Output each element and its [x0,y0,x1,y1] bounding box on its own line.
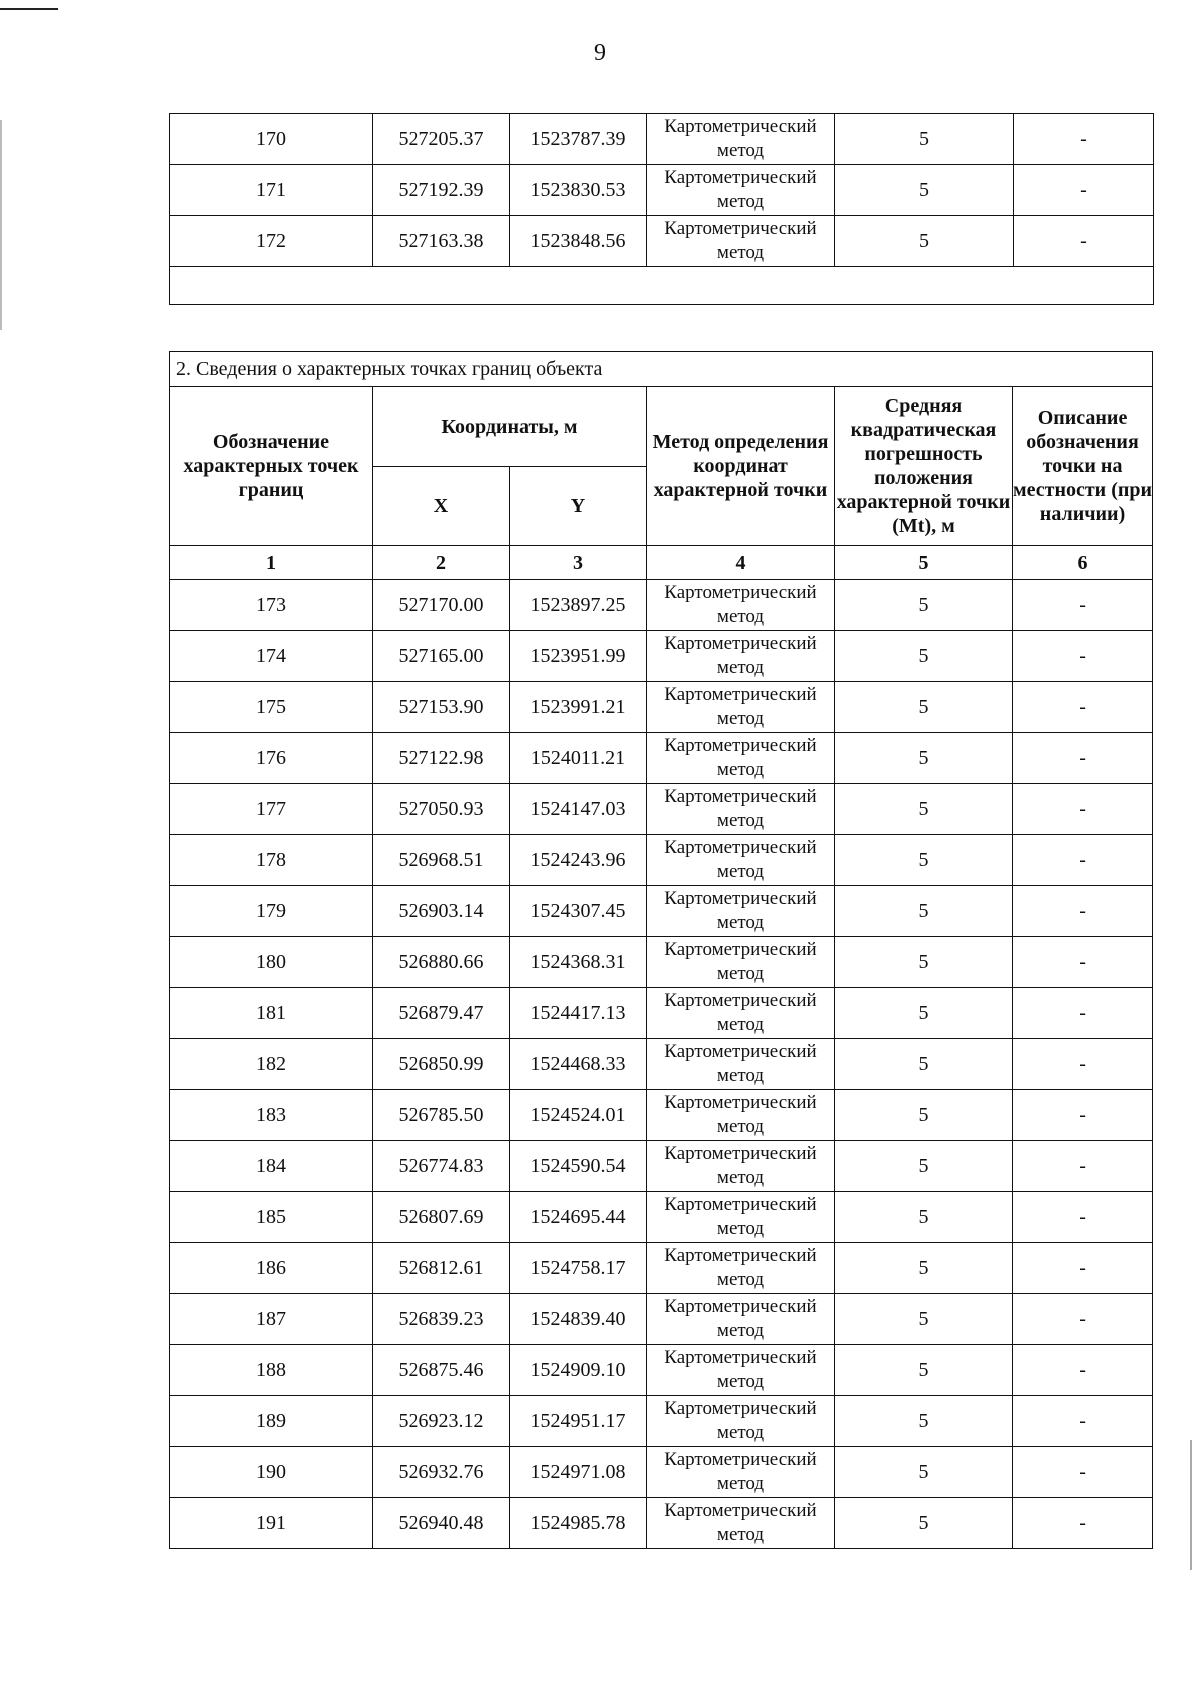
error-cell: 5 [835,1243,1013,1294]
method-cell: Картометрический метод [647,988,835,1039]
description-cell: - [1013,1243,1153,1294]
error-cell: 5 [835,1141,1013,1192]
y-coordinate-cell: 1524695.44 [510,1192,647,1243]
table-row [170,114,1154,165]
method-cell: Картометрический метод [647,631,835,682]
page-number: 9 [594,40,606,66]
header-y: Y [510,467,647,546]
boundary-points-table [169,351,1153,1549]
error-cell: 5 [835,1192,1013,1243]
x-coordinate-cell: 527163.38 [373,216,510,267]
error-cell: 5 [835,988,1013,1039]
point-cell: 170 [170,114,373,165]
error-cell: 5 [835,937,1013,988]
x-coordinate-cell: 526774.83 [373,1141,510,1192]
table-row [170,165,1154,216]
error-cell: 5 [835,1345,1013,1396]
y-coordinate-cell: 1523787.39 [510,114,647,165]
error-cell: 5 [835,114,1014,165]
x-coordinate-cell: 526807.69 [373,1192,510,1243]
method-cell: Картометрический метод [647,1192,835,1243]
description-cell: - [1013,1498,1153,1549]
description-cell: - [1013,682,1153,733]
y-coordinate-cell: 1524839.40 [510,1294,647,1345]
error-cell: 5 [835,1447,1013,1498]
error-cell: 5 [835,631,1013,682]
x-coordinate-cell: 527153.90 [373,682,510,733]
point-cell: 187 [170,1294,373,1345]
method-cell: Картометрический метод [647,937,835,988]
x-coordinate-cell: 526879.47 [373,988,510,1039]
point-cell: 175 [170,682,373,733]
error-cell: 5 [835,1039,1013,1090]
y-coordinate-cell: 1524951.17 [510,1396,647,1447]
error-cell: 5 [835,733,1013,784]
method-cell: Картометрический метод [647,114,835,165]
method-cell: Картометрический метод [647,165,835,216]
x-coordinate-cell: 526875.46 [373,1345,510,1396]
point-cell: 182 [170,1039,373,1090]
empty-cell [170,267,1154,305]
y-coordinate-cell: 1524971.08 [510,1447,647,1498]
method-cell: Картометрический метод [647,1294,835,1345]
description-cell: - [1013,835,1153,886]
method-cell: Картометрический метод [647,886,835,937]
description-cell: - [1013,886,1153,937]
x-coordinate-cell: 526968.51 [373,835,510,886]
column-number: 6 [1013,546,1153,580]
description-cell: - [1013,1039,1153,1090]
y-coordinate-cell: 1524147.03 [510,784,647,835]
x-coordinate-cell: 527170.00 [373,580,510,631]
table-row [170,631,1153,682]
table-row [170,682,1153,733]
error-cell: 5 [835,580,1013,631]
column-number: 1 [170,546,373,580]
y-coordinate-cell: 1524524.01 [510,1090,647,1141]
description-cell: - [1014,216,1154,267]
method-cell: Картометрический метод [647,1243,835,1294]
column-number: 3 [510,546,647,580]
method-cell: Картометрический метод [647,1396,835,1447]
point-cell: 188 [170,1345,373,1396]
method-cell: Картометрический метод [647,1090,835,1141]
table-row [170,1192,1153,1243]
description-cell: - [1013,1090,1153,1141]
method-cell: Картометрический метод [647,682,835,733]
header-error: Средняя квадратическая погрешность положения характерной точки (Mt), м [835,387,1013,546]
y-coordinate-cell: 1523951.99 [510,631,647,682]
x-coordinate-cell: 527165.00 [373,631,510,682]
error-cell: 5 [835,216,1014,267]
x-coordinate-cell: 526923.12 [373,1396,510,1447]
method-cell: Картометрический метод [647,1498,835,1549]
column-number: 4 [647,546,835,580]
x-coordinate-cell: 526880.66 [373,937,510,988]
table-row [170,580,1153,631]
x-coordinate-cell: 527122.98 [373,733,510,784]
section-title: 2. Сведения о характерных точках границ объекта [170,352,1153,387]
y-coordinate-cell: 1523991.21 [510,682,647,733]
x-coordinate-cell: 526812.61 [373,1243,510,1294]
table-row [170,1243,1153,1294]
description-cell: - [1013,784,1153,835]
y-coordinate-cell: 1524011.21 [510,733,647,784]
column-number-row [170,546,1153,580]
continuation-table-body [170,114,1154,305]
x-coordinate-cell: 527205.37 [373,114,510,165]
table-row [170,733,1153,784]
scan-edge-mark [0,120,2,330]
y-coordinate-cell: 1524417.13 [510,988,647,1039]
method-cell: Картометрический метод [647,580,835,631]
table-row [170,1498,1153,1549]
point-cell: 173 [170,580,373,631]
header-designation: Обозначение характерных точек границ [170,387,373,546]
description-cell: - [1013,1294,1153,1345]
table-row [170,835,1153,886]
y-coordinate-cell: 1524368.31 [510,937,647,988]
column-number: 5 [835,546,1013,580]
error-cell: 5 [835,165,1014,216]
table-row [170,988,1153,1039]
scan-edge-mark-right [1190,1440,1192,1570]
point-cell: 174 [170,631,373,682]
scan-top-line [0,8,58,10]
point-cell: 186 [170,1243,373,1294]
continuation-table [169,113,1154,305]
description-cell: - [1013,988,1153,1039]
description-cell: - [1013,580,1153,631]
table-row [170,784,1153,835]
table-row [170,1090,1153,1141]
method-cell: Картометрический метод [647,1345,835,1396]
point-cell: 180 [170,937,373,988]
error-cell: 5 [835,1396,1013,1447]
description-cell: - [1013,1447,1153,1498]
y-coordinate-cell: 1524909.10 [510,1345,647,1396]
description-cell: - [1013,1345,1153,1396]
point-cell: 189 [170,1396,373,1447]
method-cell: Картометрический метод [647,216,835,267]
y-coordinate-cell: 1524307.45 [510,886,647,937]
error-cell: 5 [835,1294,1013,1345]
x-coordinate-cell: 526850.99 [373,1039,510,1090]
header-coordinates: Координаты, м [373,387,647,467]
x-coordinate-cell: 527192.39 [373,165,510,216]
y-coordinate-cell: 1524758.17 [510,1243,647,1294]
error-cell: 5 [835,784,1013,835]
description-cell: - [1013,1141,1153,1192]
x-coordinate-cell: 526839.23 [373,1294,510,1345]
description-cell: - [1013,1396,1153,1447]
point-cell: 184 [170,1141,373,1192]
point-cell: 177 [170,784,373,835]
method-cell: Картометрический метод [647,784,835,835]
description-cell: - [1014,165,1154,216]
header-method: Метод определения координат характерной точки [647,387,835,546]
method-cell: Картометрический метод [647,733,835,784]
header-x: X [373,467,510,546]
point-cell: 179 [170,886,373,937]
point-cell: 191 [170,1498,373,1549]
point-cell: 178 [170,835,373,886]
y-coordinate-cell: 1524468.33 [510,1039,647,1090]
method-cell: Картометрический метод [647,1447,835,1498]
description-cell: - [1014,114,1154,165]
x-coordinate-cell: 527050.93 [373,784,510,835]
table-row [170,1141,1153,1192]
point-cell: 183 [170,1090,373,1141]
y-coordinate-cell: 1523830.53 [510,165,647,216]
error-cell: 5 [835,1090,1013,1141]
method-cell: Картометрический метод [647,835,835,886]
error-cell: 5 [835,886,1013,937]
error-cell: 5 [835,1498,1013,1549]
table-row [170,1294,1153,1345]
table-row [170,937,1153,988]
header-description: Описание обозначения точки на местности (при наличии) [1013,387,1153,546]
error-cell: 5 [835,835,1013,886]
y-coordinate-cell: 1524985.78 [510,1498,647,1549]
boundary-points-table-body [170,580,1153,1549]
y-coordinate-cell: 1523897.25 [510,580,647,631]
point-cell: 185 [170,1192,373,1243]
column-number: 2 [373,546,510,580]
x-coordinate-cell: 526932.76 [373,1447,510,1498]
point-cell: 190 [170,1447,373,1498]
table-row [170,1396,1153,1447]
error-cell: 5 [835,682,1013,733]
method-cell: Картометрический метод [647,1039,835,1090]
description-cell: - [1013,733,1153,784]
y-coordinate-cell: 1523848.56 [510,216,647,267]
y-coordinate-cell: 1524243.96 [510,835,647,886]
table-row [170,1039,1153,1090]
x-coordinate-cell: 526785.50 [373,1090,510,1141]
table-row [170,216,1154,267]
description-cell: - [1013,1192,1153,1243]
point-cell: 171 [170,165,373,216]
point-cell: 172 [170,216,373,267]
description-cell: - [1013,631,1153,682]
point-cell: 176 [170,733,373,784]
point-cell: 181 [170,988,373,1039]
x-coordinate-cell: 526940.48 [373,1498,510,1549]
description-cell: - [1013,937,1153,988]
table-row [170,1447,1153,1498]
method-cell: Картометрический метод [647,1141,835,1192]
x-coordinate-cell: 526903.14 [373,886,510,937]
y-coordinate-cell: 1524590.54 [510,1141,647,1192]
empty-row [170,267,1154,305]
table-row [170,1345,1153,1396]
table-row [170,886,1153,937]
